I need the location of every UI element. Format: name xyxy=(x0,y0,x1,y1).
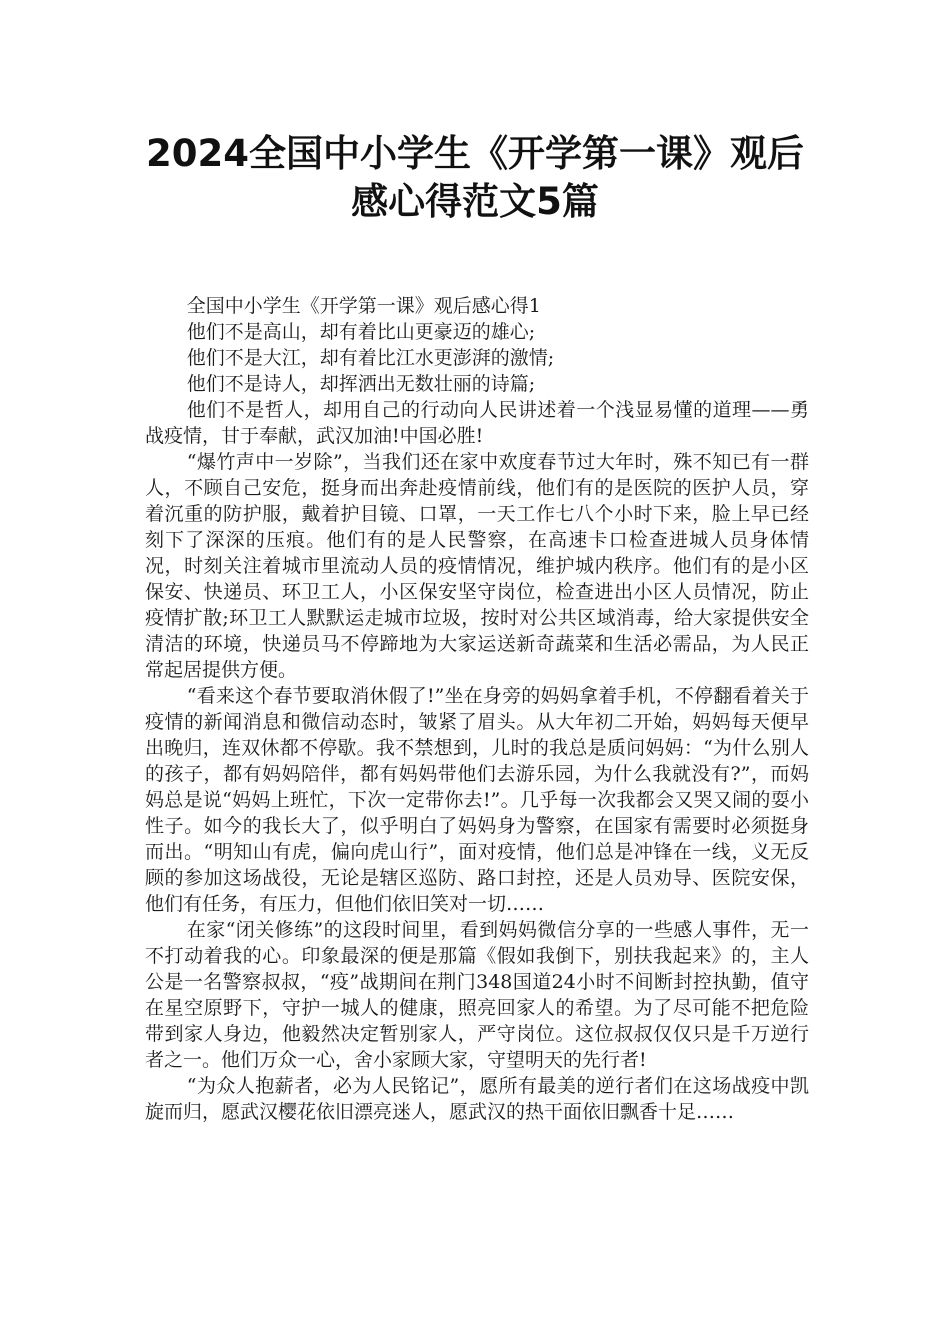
paragraph: 他们不是诗人，却挥洒出无数壮丽的诗篇; xyxy=(186,373,536,395)
document-title-line1: 2024全国中小学生《开学第一课》观后 xyxy=(146,132,804,175)
document-title-line2: 感心得范文5篇 xyxy=(351,180,599,223)
paragraph: “看来这个春节要取消休假了!”坐在身旁的妈妈拿着手机，不停翻看着关于疫情的新闻消息和微信动态时，皱紧了眉头。从大年初二开始，妈妈每天便早出晚归，连双休都不停歇。我不禁想到，儿时的我总是质问妈妈：“为什么别人的孩子，都有妈妈陪伴，都有妈妈带他们去游乐园，为什么我就没有?”，而妈妈总是说“妈妈上班忙，下次一定带你去!”。几乎每一次我都会又哭又闹的耍小性子。如今的我长大了，似乎明白了妈妈身为警察，在国家有需要时必须挺身而出。“明知山有虎，偏向虎山行”，面对疫情，他们总是冲锋在一线，义无反顾的参加这场战役，无论是辖区巡防、路口封控，还是人员劝导、医院安保，他们有任务，有压力，但他们依旧笑对一切…… xyxy=(145,685,809,915)
paragraph: 他们不是哲人，却用自己的行动向人民讲述着一个浅显易懂的道理——勇战疫情，甘于奉献，武汉加油!中国必胜! xyxy=(145,399,809,447)
paragraph-subtitle: 全国中小学生《开学第一课》观后感心得1 xyxy=(186,295,541,317)
paragraph: 他们不是高山，却有着比山更豪迈的雄心; xyxy=(186,321,536,343)
paragraph: 在家“闭关修练”的这段时间里，看到妈妈微信分享的一些感人事件，无一不打动着我的心。印象最深的便是那篇《假如我倒下，别扶我起来》的，主人公是一名警察叔叔，“疫”战期间在荆门348国道24小时不间断封控执勤，值守在星空原野下，守护一城人的健康，照亮回家人的希望。为了尽可能不把危险带到家人身边，他毅然决定暂别家人，严守岗位。这位叔叔仅仅只是千万逆行者之一。他们万众一心，舍小家顾大家，守望明天的先行者! xyxy=(145,919,809,1071)
paragraph: “爆竹声中一岁除”，当我们还在家中欢度春节过大年时，殊不知已有一群人，不顾自己安危，挺身而出奔赴疫情前线，他们有的是医院的医护人员，穿着沉重的防护服，戴着护目镜、口罩，一天工作七八个小时下来，脸上早已经刻下了深深的压痕。他们有的是人民警察，在高速卡口检查进城人员身体情况，时刻关注着城市里流动人员的疫情情况，维护城内秩序。他们有的是小区保安、快递员、环卫工人，小区保安坚守岗位，检查进出小区人员情况，防止疫情扩散;环卫工人默默运走城市垃圾，按时对公共区域消毒，给大家提供安全清洁的环境，快递员马不停蹄地为大家运送新奇蔬菜和生活必需品，为人民正常起居提供方便。 xyxy=(145,451,809,681)
paragraph: 他们不是大江，却有着比江水更澎湃的激情; xyxy=(186,347,555,369)
document-body xyxy=(145,293,809,1125)
paragraph: “为众人抱薪者，必为人民铭记”，愿所有最美的逆行者们在这场战疫中凯旋而归，愿武汉樱花依旧漂亮迷人，愿武汉的热干面依旧飘香十足…… xyxy=(145,1075,809,1123)
